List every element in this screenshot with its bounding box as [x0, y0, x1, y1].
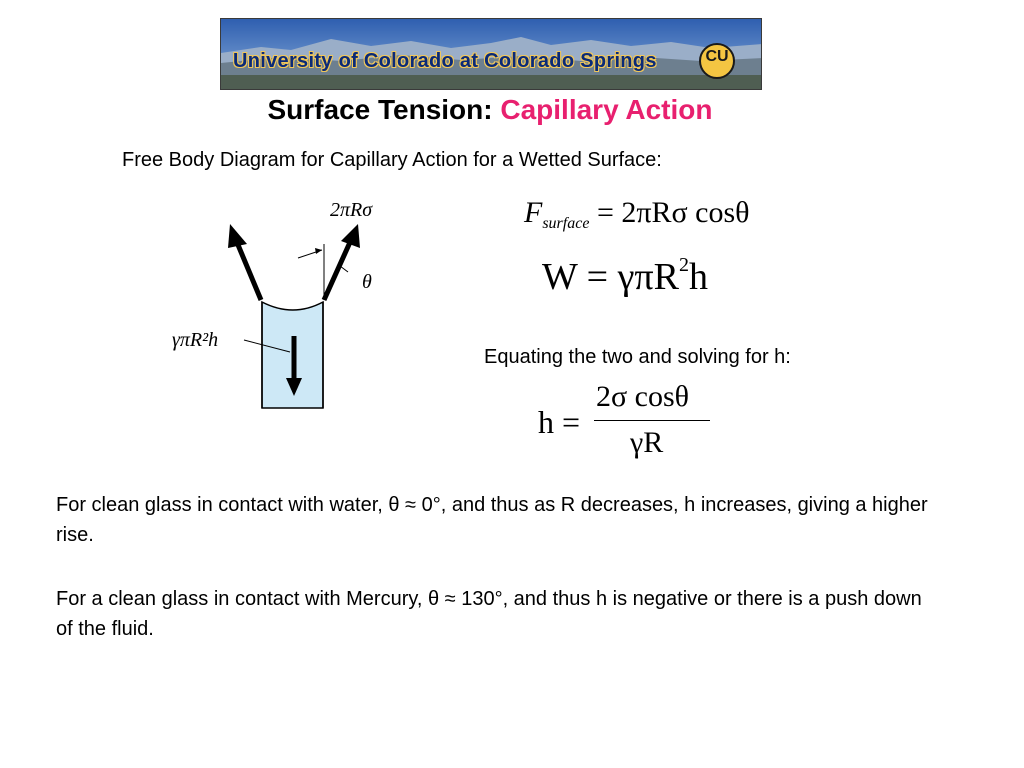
angle-label: θ [362, 271, 372, 293]
eq3-denominator: γR [630, 426, 664, 459]
eq3-lhs: h = [538, 404, 581, 440]
water-paragraph: For clean glass in contact with water, θ ≈ 0°, and thus as R decreases, h increases, giving a higher rise. [56, 494, 928, 546]
equating-note: Equating the two and solving for h: [484, 346, 791, 368]
university-banner [220, 18, 762, 90]
eq2-sup: 2 [678, 254, 689, 276]
weight-equation [542, 254, 708, 299]
fraction-bar [594, 420, 710, 421]
eq1-lhs: F [524, 196, 543, 229]
eq2-rhs: h [688, 256, 708, 298]
title-accent: Capillary Action [500, 94, 713, 125]
eq1-rhs: = 2πRσ cosθ [596, 196, 750, 229]
eq2-lhs: W = γπR [542, 256, 679, 298]
diagram-caption: Free Body Diagram for Capillary Action for a Wetted Surface: [122, 149, 662, 171]
free-body-diagram [160, 190, 420, 420]
tension-label: 2πRσ [330, 199, 373, 221]
eq3-numerator: 2σ cosθ [596, 380, 690, 413]
weight-label: γπR²h [172, 329, 219, 351]
mercury-paragraph: For a clean glass in contact with Mercury, θ ≈ 130°, and thus h is negative or there is a push down of the fluid. [56, 588, 922, 640]
height-equation [538, 380, 718, 470]
title-main: Surface Tension: [267, 94, 493, 125]
banner-title: University of Colorado at Colorado Springs [233, 50, 657, 72]
page-title [0, 94, 980, 126]
surface-force-equation [524, 196, 750, 233]
eq1-sub: surface [542, 215, 590, 232]
left-tension-arrow [236, 240, 261, 300]
right-tension-arrow [324, 240, 351, 300]
cu-logo-text: CU [705, 48, 729, 65]
